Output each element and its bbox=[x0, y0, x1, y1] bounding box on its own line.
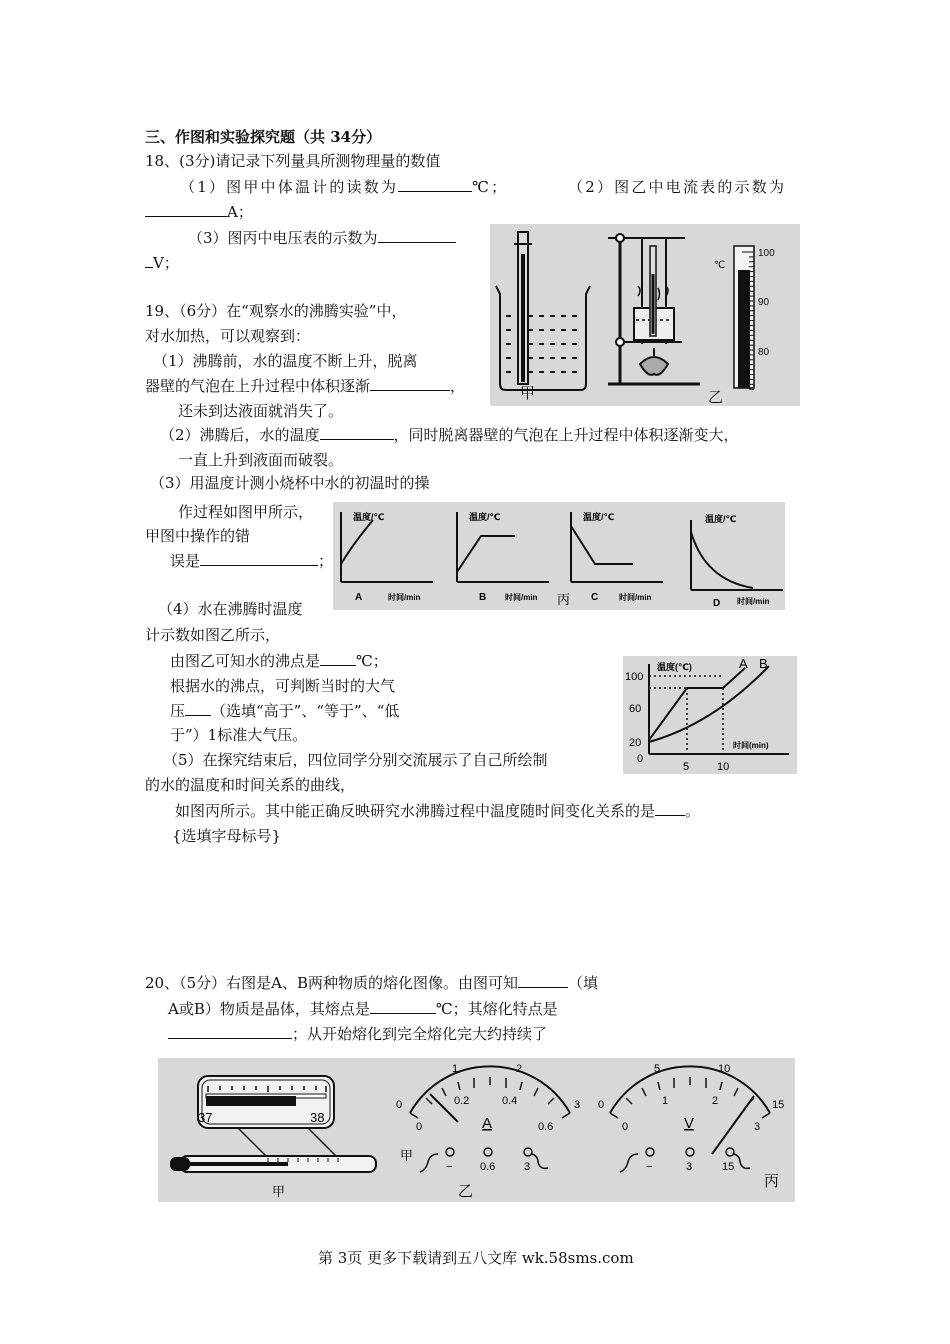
panel-c-letter: C bbox=[591, 592, 599, 603]
amm-bottom-06: 0.6 bbox=[538, 1121, 554, 1133]
melt-ytick-60: 60 bbox=[629, 703, 642, 715]
melt-xtick-5: 5 bbox=[683, 761, 690, 773]
panel-b-letter: B bbox=[479, 592, 487, 603]
q19-s4d: 根据水的沸点，可判断当时的大气 bbox=[170, 677, 396, 695]
melting-graph-drawing bbox=[623, 656, 797, 774]
voltmeter-ticks bbox=[610, 1077, 770, 1118]
volt-bottom-2: 2 bbox=[712, 1095, 719, 1107]
amm-top-3: 3 bbox=[574, 1099, 581, 1111]
temperature-curves-drawing bbox=[333, 502, 785, 610]
meters-label-jia: 甲 bbox=[272, 1184, 286, 1199]
q19-s3a: （3）用温度计测小烧杯中水的初温时的操 bbox=[150, 474, 430, 492]
q18-blank-2[interactable] bbox=[145, 201, 227, 217]
volt-term-neg: − bbox=[646, 1161, 653, 1173]
panel-c-ylabel: 温度/℃ bbox=[583, 512, 615, 522]
boiling-apparatus-drawing bbox=[490, 224, 800, 406]
q18-part2-answer: A； bbox=[145, 201, 253, 223]
q19-s3d: 误是 ； bbox=[170, 552, 334, 570]
q19-blank-1[interactable] bbox=[370, 375, 450, 391]
q19-s2: （2）沸腾后，水的温度 ，同时脱离器壁的气泡在上升过程中体积逐渐变大， bbox=[160, 426, 739, 444]
q19-s3b: 作过程如图甲所示， bbox=[178, 503, 314, 521]
melt-ytick-0: 0 bbox=[637, 753, 644, 765]
amm-term-3: 3 bbox=[524, 1161, 531, 1173]
curve-panel-c bbox=[557, 511, 663, 607]
curve-panel-b bbox=[457, 511, 549, 603]
q19-s1b: 器壁的气泡在上升过程中体积逐渐 ， bbox=[145, 377, 466, 395]
therm-tick-80: 80 bbox=[758, 347, 770, 358]
q19-s4e: 压 （选填“高于”、“等于”、“低 bbox=[170, 702, 400, 720]
volt-top-0: 0 bbox=[598, 1099, 605, 1111]
volt-bottom-0: 0 bbox=[622, 1121, 629, 1133]
figure-meters bbox=[158, 1058, 795, 1202]
ammeter-symbol: A bbox=[482, 1115, 493, 1132]
q19-blank-4[interactable] bbox=[320, 650, 356, 666]
melt-ylabel: 温度(℃) bbox=[657, 662, 692, 672]
q19-blank-6[interactable] bbox=[655, 800, 685, 816]
amm-term-neg: − bbox=[446, 1161, 453, 1173]
panel-c-xlabel: 时间/min bbox=[619, 593, 652, 602]
thermo-low-label: 37 bbox=[198, 1110, 213, 1125]
panel-d-letter: D bbox=[713, 598, 721, 609]
amm-top-1: 1 bbox=[452, 1063, 459, 1075]
q20-line-3: ；从开始熔化到完全熔化完大约持续了 bbox=[168, 1023, 547, 1045]
q19-blank-3[interactable] bbox=[200, 550, 318, 566]
panel-b-xlabel: 时间/min bbox=[505, 593, 538, 602]
melt-xtick-10: 10 bbox=[717, 761, 730, 773]
section-title: 三、作图和实验探究题（共 34分） bbox=[145, 128, 382, 146]
thermo-high-label: 38 bbox=[310, 1110, 325, 1125]
q20-blank-1[interactable] bbox=[518, 972, 568, 988]
q19-s3c: 甲图中操作的错 bbox=[145, 527, 251, 545]
volt-bottom-1: 1 bbox=[662, 1095, 669, 1107]
volt-term-15: 15 bbox=[722, 1161, 735, 1173]
label-yi: 乙 bbox=[708, 389, 724, 406]
q20-blank-3[interactable] bbox=[168, 1023, 292, 1039]
q18-blank-3[interactable] bbox=[378, 227, 456, 243]
label-bing: 丙 bbox=[557, 592, 571, 607]
q19-s5b: 的水的温度和时间关系的曲线， bbox=[145, 776, 356, 794]
amm-top-0: 0 bbox=[396, 1099, 403, 1111]
q19-s1a: （1）沸腾前，水的温度不断上升，脱离 bbox=[153, 352, 418, 370]
q18-part2: （2）图乙中电流表的示数为 bbox=[568, 178, 787, 196]
q19-blank-2[interactable] bbox=[320, 424, 394, 440]
q20-line-2: A或B）物质是晶体，其熔点是 ℃；其熔化特点是 bbox=[168, 1000, 558, 1018]
volt-bottom-3: 3 bbox=[754, 1121, 761, 1133]
q19-s5a: （5）在探究结束后，四位同学分别交流展示了自己所绘制 bbox=[163, 751, 548, 769]
q18-part1: （1）图甲中体温计的读数为 ℃； bbox=[180, 178, 509, 196]
panel-d-xlabel: 时间/min bbox=[737, 597, 770, 606]
q19-s5d: {选填字母标号} bbox=[172, 827, 282, 845]
q19-s4c: 由图乙可知水的沸点是 ℃； bbox=[170, 652, 388, 670]
panel-d-ylabel: 温度/℃ bbox=[705, 514, 737, 524]
melt-xlabel: 时间(min) bbox=[733, 741, 769, 750]
curve-b-label: B bbox=[759, 656, 768, 671]
amm-bottom-04: 0.4 bbox=[502, 1095, 518, 1107]
meters-drawing bbox=[158, 1058, 795, 1202]
amm-top-2: 2 bbox=[516, 1063, 523, 1075]
volt-term-3: 3 bbox=[686, 1161, 693, 1173]
q20-blank-2[interactable] bbox=[370, 998, 436, 1014]
therm-tick-100: 100 bbox=[758, 248, 775, 259]
therm-tick-90: 90 bbox=[758, 297, 770, 308]
amm-bottom-02: 0.2 bbox=[454, 1095, 470, 1107]
volt-top-5: 5 bbox=[654, 1063, 661, 1075]
q18-stem: 18、(3分)请记录下列量具所测物理量的数值 bbox=[145, 152, 441, 170]
q18-part3-answer: V； bbox=[145, 252, 179, 274]
panel-a-letter: A bbox=[355, 592, 363, 603]
amm-bottom-0: 0 bbox=[416, 1121, 423, 1133]
panel-b-ylabel: 温度/℃ bbox=[469, 512, 501, 522]
melt-ytick-20: 20 bbox=[629, 737, 642, 749]
q19-stem-2: 对水加热，可以观察到： bbox=[145, 327, 311, 345]
therm-unit: ℃ bbox=[714, 260, 726, 271]
q18-part3: （3）图丙中电压表的示数为 bbox=[188, 227, 456, 249]
q19-s5c: 如图丙所示。其中能正确反映研究水沸腾过程中温度随时间变化关系的是 。 bbox=[175, 802, 701, 820]
ammeter-label-jia: 甲 bbox=[400, 1148, 414, 1163]
volt-top-15: 15 bbox=[772, 1099, 785, 1111]
q18-blank-1[interactable] bbox=[398, 176, 472, 192]
curve-a-label: A bbox=[739, 656, 748, 671]
figure-temperature-curves bbox=[333, 502, 785, 610]
amm-term-06: 0.6 bbox=[480, 1161, 496, 1173]
curve-panel-d bbox=[691, 513, 783, 609]
q19-s4f: 于”）1标准大气压。 bbox=[170, 726, 308, 744]
q19-blank-5[interactable] bbox=[185, 700, 211, 716]
curve-panel-a bbox=[341, 511, 433, 603]
q19-s1c: 还未到达液面就消失了。 bbox=[178, 402, 344, 420]
q18-blank-3b[interactable] bbox=[145, 252, 153, 268]
q19-s4b: 计示数如图乙所示， bbox=[145, 626, 281, 644]
voltmeter-symbol: V bbox=[684, 1115, 695, 1132]
page-footer: 第 3页 更多下载请到五八文库 wk.58sms.com bbox=[318, 1249, 634, 1267]
meters-label-yi: 乙 bbox=[458, 1183, 474, 1200]
q19-s4a: （4）水在沸腾时温度 bbox=[158, 600, 303, 618]
label-jia: 甲 bbox=[520, 385, 536, 402]
panel-a-xlabel: 时间/min bbox=[388, 593, 421, 602]
meters-label-bing: 丙 bbox=[764, 1173, 780, 1190]
melt-ytick-100: 100 bbox=[625, 671, 644, 683]
q19-s2c: 一直上升到液面而破裂。 bbox=[178, 451, 344, 469]
q20-line-1: 20、（5分）右图是A、B两种物质的熔化图像。由图可知 （填 bbox=[145, 974, 599, 992]
volt-top-10: 10 bbox=[718, 1063, 731, 1075]
figure-melting-graph bbox=[623, 656, 797, 774]
panel-a-ylabel: 温度/℃ bbox=[353, 512, 385, 522]
figure-boiling-apparatus bbox=[490, 224, 800, 406]
q19-stem-1: 19、（6分）在“观察水的沸腾实验”中， bbox=[145, 302, 407, 320]
